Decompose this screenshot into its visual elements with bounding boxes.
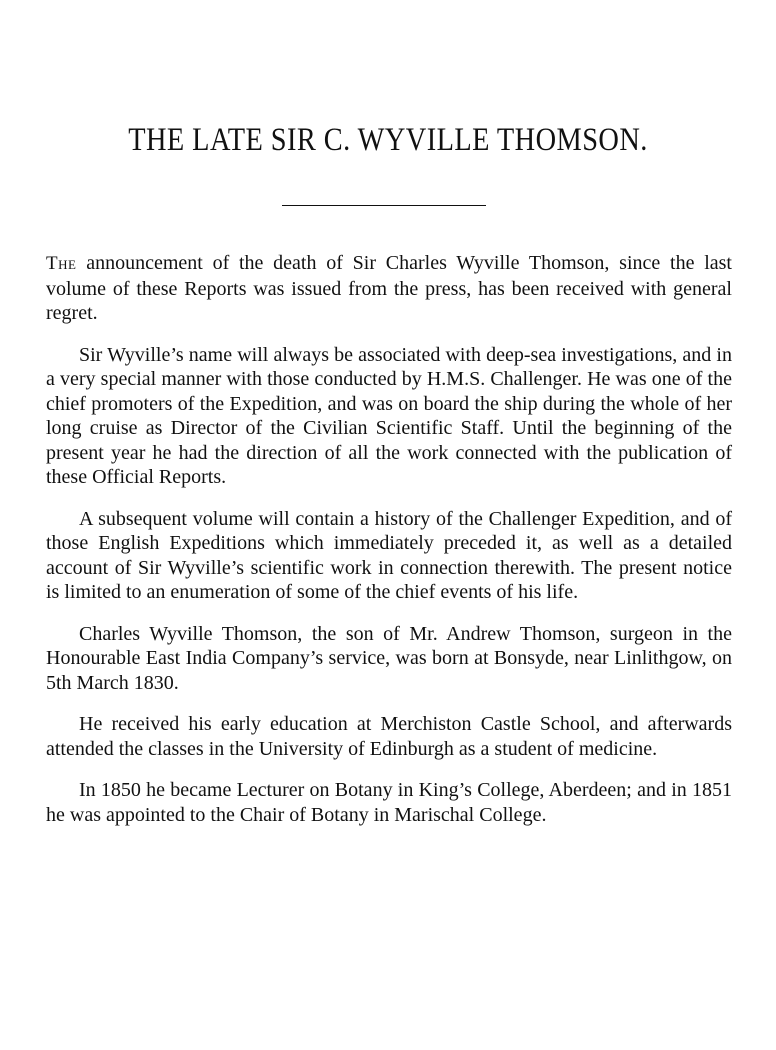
title-divider	[282, 205, 486, 206]
paragraph-3: A subsequent volume will contain a history of the Challenger Expedition, and of those English Expeditions which immediately preceded it, as well as a detailed account of Sir Wyville’s scientific work in connection therewith. The present notice is limited to an enumeration of some of the chief events of his life.	[46, 507, 732, 603]
paragraph-lead-word: The	[46, 253, 77, 274]
paragraph-5: He received his early education at Merchiston Castle School, and afterwards attended the classes in the University of Edinburgh as a student of medicine.	[46, 713, 732, 760]
paragraph-6: In 1850 he became Lecturer on Botany in King’s College, Aberdeen; and in 1851 he was appointed to the Chair of Botany in Marischal College.	[46, 779, 732, 826]
body-text	[46, 251, 732, 827]
paragraph-1	[46, 251, 732, 326]
paragraph-4: Charles Wyville Thomson, the son of Mr. Andrew Thomson, surgeon in the Honourable East India Company’s service, was born at Bonsyde, near Linlithgow, on 5th March 1830.	[46, 622, 732, 694]
paragraph-1-text: announcement of the death of Sir Charles Wyville Thomson, since the last volume of these Reports was issued from the press, has been received with general regret.	[46, 252, 732, 324]
paragraph-2: Sir Wyville’s name will always be associated with deep-sea investigations, and in a very special manner with those conducted by H.M.S. Challenger. He was one of the chief promoters of the Expedition, and was on board the ship during the whole of her long cruise as Director of the Civilian Scientific Staff. Until the beginning of the present year he had the direction of all the work connected with the publication of these Official Reports.	[46, 343, 732, 488]
page-title: THE LATE SIR C. WYVILLE THOMSON.	[128, 122, 648, 158]
